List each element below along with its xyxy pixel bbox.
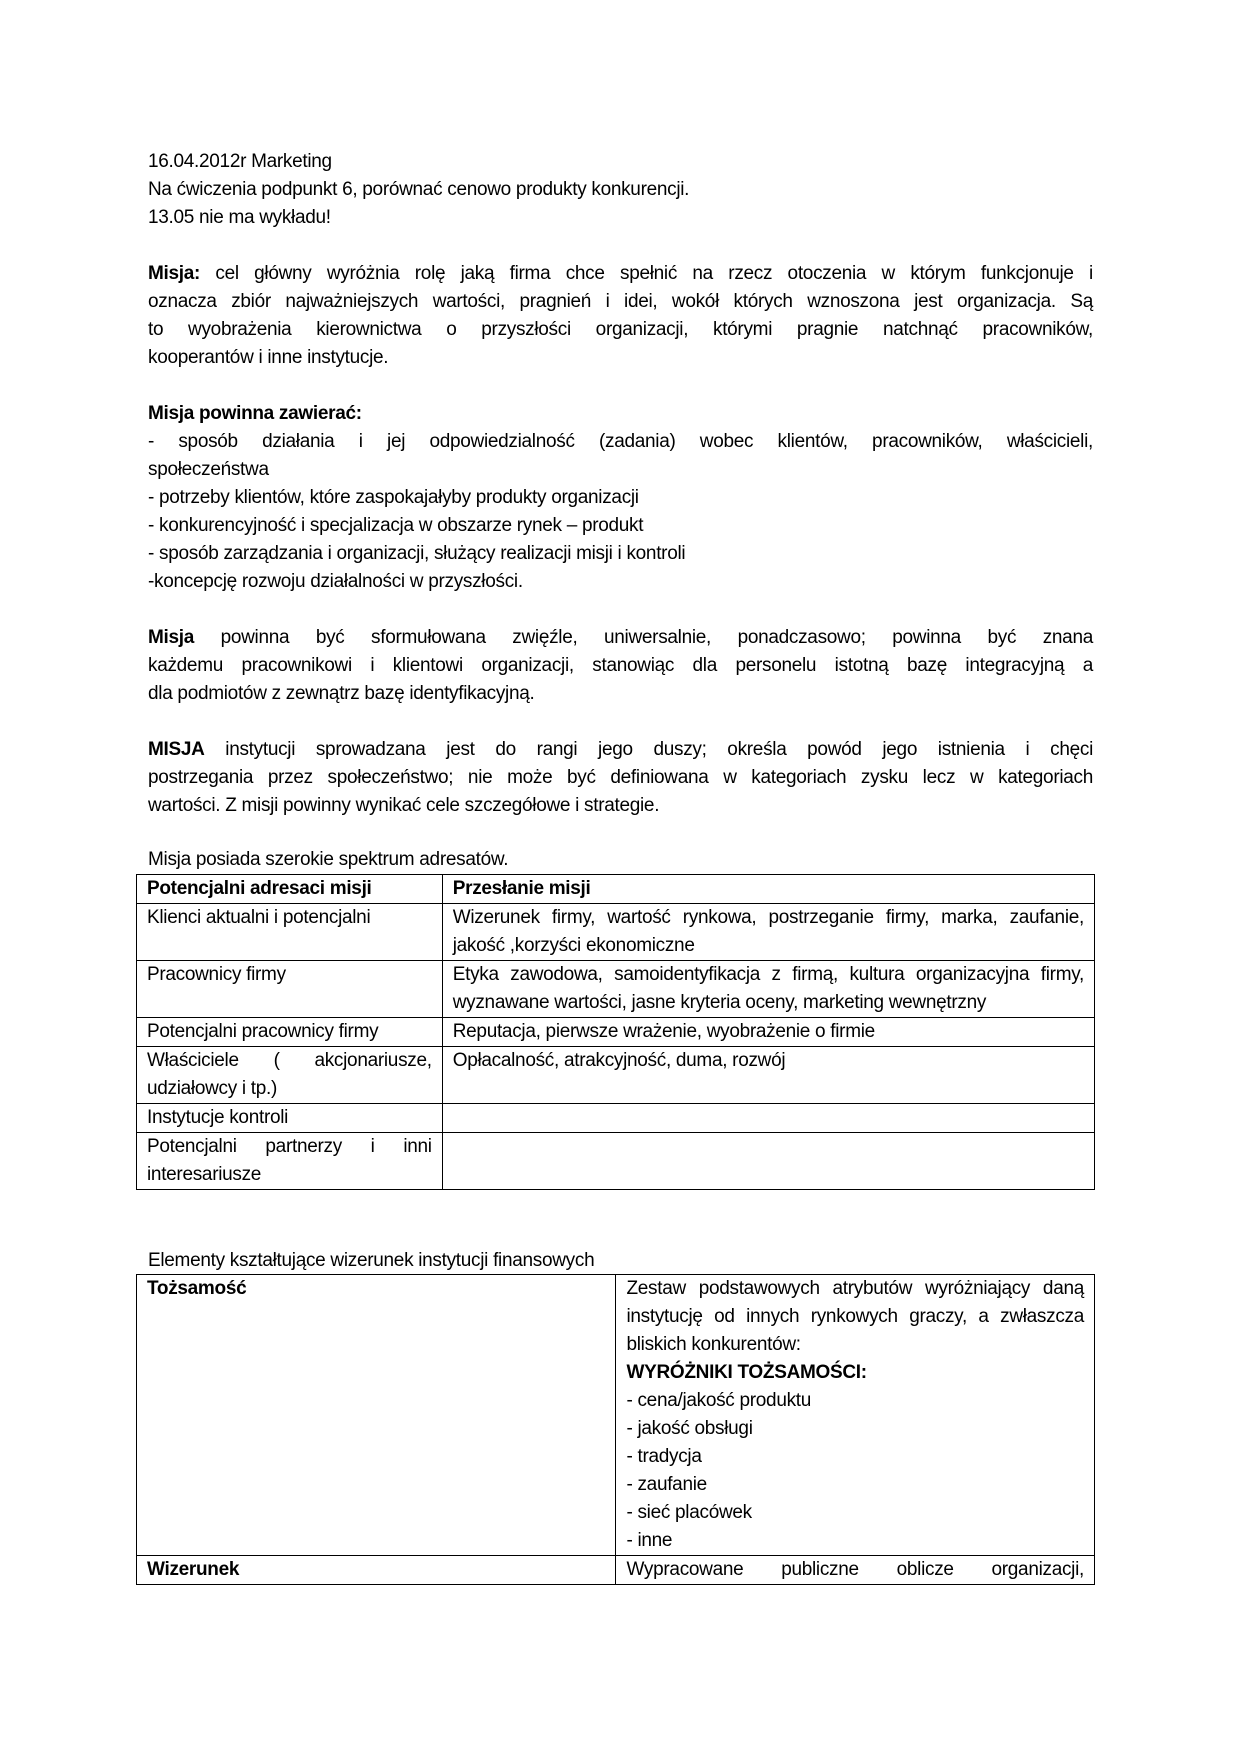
table1-caption: Misja posiada szerokie spektrum adresatów. [148, 849, 509, 870]
list-item: - konkurencyjność i specjalizacja w obszarze rynek – produkt [148, 515, 644, 536]
list-item: - inne [626, 1530, 673, 1551]
table-row: Tożsamość Zestaw podstawowych atrybutów wyróżniający daną instytucję od innych rynkowych graczy, a zwłaszcza bliskich konkurentów: WYRÓŻNIKI TOŻSAMOŚCI: - cena/jakość produktu - jakość obsługi - tradycja - zaufanie - sieć placówek - inne [137, 1275, 1095, 1556]
list-item: społeczeństwa [148, 459, 269, 480]
mission-addressees-table [136, 874, 1095, 1190]
list-item: - cena/jakość produktu [626, 1390, 812, 1411]
list-item: - sposób działania i jej odpowiedzialność (zadania) wobec klientów, pracowników, właścicieli, [148, 431, 1093, 452]
list-item: - zaufanie [626, 1474, 707, 1495]
list-item: -koncepcję rozwoju działalności w przyszłości. [148, 571, 523, 592]
table-row: Wizerunek Wypracowane publiczne oblicze organizacji, [137, 1556, 1095, 1585]
table-row: Potencjalni pracownicy firmy Reputacja, pierwsze wrażenie, wyobrażenie o firmie [137, 1018, 1095, 1047]
list-item: - potrzeby klientów, które zaspokajałyby produkty organizacji [148, 487, 639, 508]
misja-institution-paragraph: MISJA instytucji sprowadzana jest do rangi jego duszy; określa powód jego istnienia i chęci postrzegania przez społeczeństwo; nie może być definiowana w kategoriach zysku lecz w kategoriach wartości. Z misji powinny wynikać cele szczegółowe i strategie. [148, 739, 1093, 816]
list-item: - jakość obsługi [626, 1418, 753, 1439]
table-row: Potencjalni partnerzy i inni interesariusze [137, 1133, 1095, 1190]
table-row: Instytucje kontroli [137, 1104, 1095, 1133]
lecture-note: 13.05 nie ma wykładu! [148, 207, 331, 228]
table-row: Klienci aktualni i potencjalni Wizerunek firmy, wartość rynkowa, postrzeganie firmy, marka, zaufanie, jakość ,korzyści ekonomiczne [137, 904, 1095, 961]
table2-caption: Elementy kształtujące wizerunek instytucji finansowych [148, 1250, 595, 1271]
misja-contents-heading: Misja powinna zawierać: [148, 403, 362, 424]
table-header-row: Potencjalni adresaci misji Przesłanie misji [137, 875, 1095, 904]
list-item: - sposób zarządzania i organizacji, służący realizacji misji i kontroli [148, 543, 686, 564]
exercise-note: Na ćwiczenia podpunkt 6, porównać cenowo produkty konkurencji. [148, 179, 690, 200]
misja-form-paragraph: Misja powinna być sformułowana zwięźle, uniwersalnie, ponadczasowo; powinna być znana każdemu pracownikowi i klientowi organizacji, stanowiąc dla personelu istotną bazę integracyjną a dla podmiotów z zewnątrz bazę identyfikacyjną. [148, 627, 1093, 704]
image-elements-table [136, 1274, 1095, 1585]
list-item: - sieć placówek [626, 1502, 752, 1523]
table-row: Właściciele ( akcjonariusze, udziałowcy i tp.) Opłacalność, atrakcyjność, duma, rozwój [137, 1047, 1095, 1104]
table-row: Pracownicy firmy Etyka zawodowa, samoidentyfikacja z firmą, kultura organizacyjna firmy, wyznawane wartości, jasne kryteria oceny, marketing wewnętrzny [137, 961, 1095, 1018]
identity-markers-heading: WYRÓŻNIKI TOŻSAMOŚCI: [626, 1362, 867, 1383]
misja-contents [148, 400, 1093, 596]
misja-term: Misja: [148, 263, 201, 284]
document-page [148, 148, 1093, 820]
misja-definition: Misja: cel główny wyróżnia rolę jaką firma chce spełnić na rzecz otoczenia w którym funkcjonuje i oznacza zbiór najważniejszych wartości, pragnień i idei, wokół których wznoszona jest organizacja. Są to wyobrażenia kierownictwa o przyszłości organizacji, którymi pragnie natchnąć pracowników, kooperantów i inne instytucje. [148, 263, 1093, 368]
list-item: - tradycja [626, 1446, 702, 1467]
date-title-line: 16.04.2012r Marketing [148, 151, 332, 172]
